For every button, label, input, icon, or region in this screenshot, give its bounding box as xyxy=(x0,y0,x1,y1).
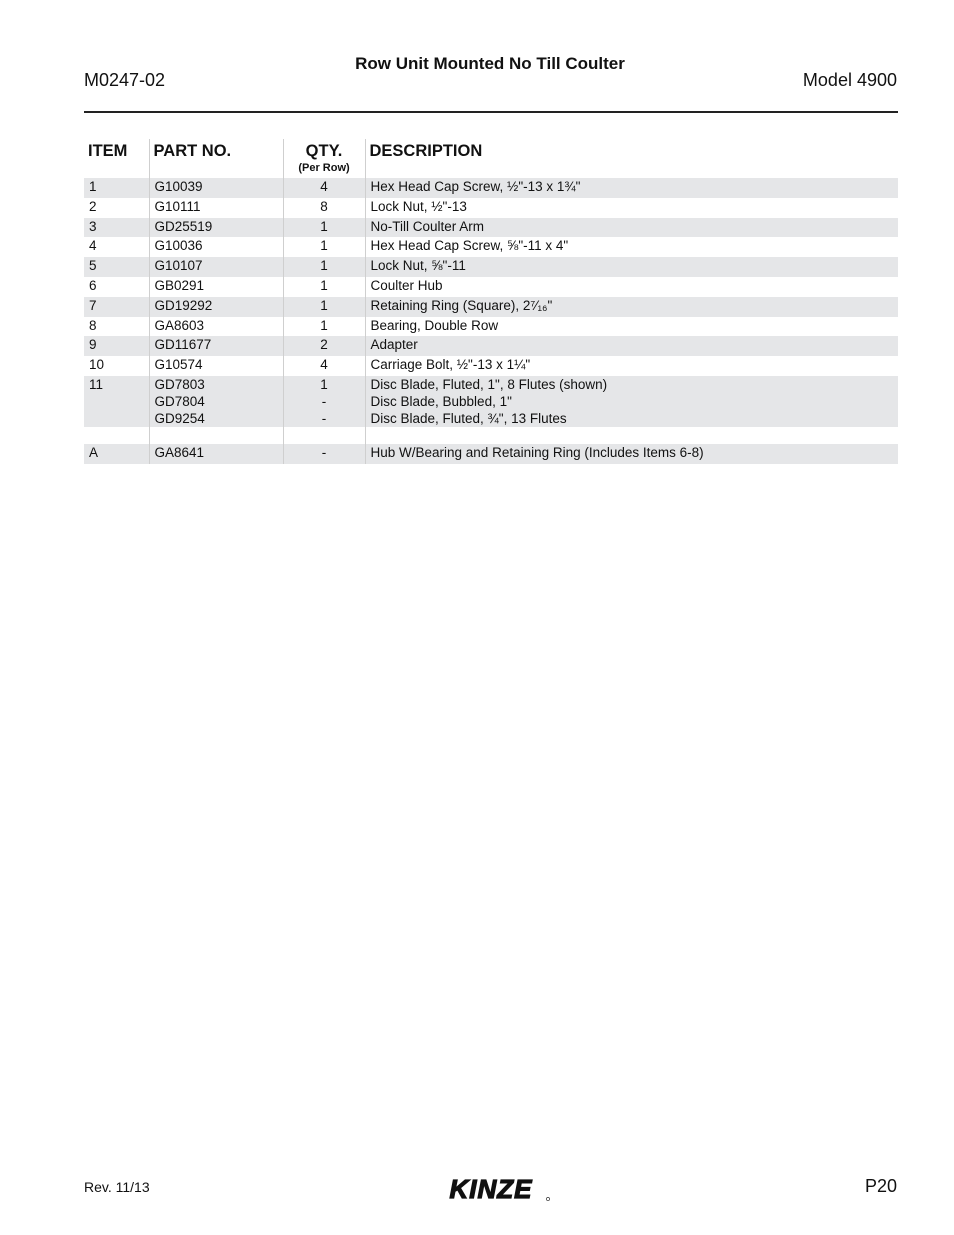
spacer-row xyxy=(84,427,898,444)
table-row xyxy=(84,178,898,198)
revision-date: Rev. 11/13 xyxy=(84,1179,150,1195)
description-line: Coulter Hub xyxy=(370,277,443,293)
part-number-line: GD9254 xyxy=(154,410,205,426)
item-cell: 2 xyxy=(89,198,97,214)
item-cell: 1 xyxy=(84,178,149,198)
quantity-line: 8 xyxy=(320,198,328,214)
description-line: Disc Blade, Fluted, ¾", 13 Flutes xyxy=(370,410,567,426)
table-row xyxy=(84,317,898,337)
quantity-line: 1 xyxy=(320,238,328,254)
quantity-cell xyxy=(283,336,365,356)
quantity-line: 1 xyxy=(320,277,328,293)
description-cell xyxy=(365,257,898,277)
document-number: M0247-02 xyxy=(84,70,166,90)
description-cell xyxy=(365,376,898,427)
quantity-line: - xyxy=(321,393,327,409)
column-header-part-no: PART NO. xyxy=(149,139,283,178)
description-line: Adapter xyxy=(370,337,418,353)
item-cell: A xyxy=(84,444,149,464)
quantity-cell xyxy=(283,376,365,427)
part-number-line: G10107 xyxy=(154,258,203,274)
quantity-cell xyxy=(283,218,365,238)
page-number: P20 xyxy=(864,1176,897,1196)
description-line: Carriage Bolt, ½"-13 x 1¼" xyxy=(370,357,531,373)
kinze-logo-wordmark: KINZE xyxy=(449,1175,533,1204)
item-cell: 5 xyxy=(84,257,149,277)
item-cell: 7 xyxy=(84,297,149,317)
quantity-cell xyxy=(283,356,365,376)
table-row xyxy=(84,257,898,277)
part-number-cell xyxy=(149,178,283,198)
description-cell xyxy=(365,277,898,297)
description-cell xyxy=(365,237,898,257)
description-line: Lock Nut, ½"-13 xyxy=(370,198,467,214)
part-number-cell xyxy=(149,198,283,218)
table-row xyxy=(84,376,898,427)
description-cell xyxy=(365,178,898,198)
spacer-cell xyxy=(84,427,149,444)
part-number-cell xyxy=(149,297,283,317)
quantity-line: - xyxy=(321,410,327,426)
quantity-line: 4 xyxy=(320,357,328,373)
part-number-line: GD25519 xyxy=(154,218,213,234)
description-cell xyxy=(365,444,898,464)
description-line: Bearing, Double Row xyxy=(370,317,499,333)
item-cell: 9 xyxy=(84,336,149,356)
column-header-qty xyxy=(283,139,365,178)
quantity-cell xyxy=(283,317,365,337)
quantity-line: 1 xyxy=(320,297,328,313)
column-header-item: ITEM xyxy=(88,142,128,160)
description-line: Disc Blade, Fluted, 1", 8 Flutes (shown) xyxy=(370,376,608,392)
description-cell xyxy=(365,317,898,337)
registered-mark xyxy=(546,1197,549,1200)
quantity-cell xyxy=(283,297,365,317)
table-row xyxy=(84,218,898,238)
part-number-line: GD11677 xyxy=(154,337,212,353)
qty-header-label: QTY. xyxy=(305,142,343,160)
model-label: Model 4900 xyxy=(802,70,897,90)
spacer-cell xyxy=(365,427,898,444)
part-number-line: G10036 xyxy=(154,238,203,254)
description-line: Disc Blade, Bubbled, 1" xyxy=(370,393,512,409)
part-number-line: G10574 xyxy=(154,357,203,373)
column-header-description: DESCRIPTION xyxy=(365,139,898,178)
part-number-cell xyxy=(149,237,283,257)
quantity-cell xyxy=(283,198,365,218)
spacer-cell xyxy=(283,427,365,444)
table-row xyxy=(84,237,898,257)
description-cell xyxy=(365,297,898,317)
part-number-cell xyxy=(149,376,283,427)
quantity-line: 1 xyxy=(320,376,328,392)
part-number-cell xyxy=(149,336,283,356)
description-cell xyxy=(365,198,898,218)
description-cell xyxy=(365,336,898,356)
quantity-line: 1 xyxy=(320,258,328,274)
header-divider xyxy=(84,111,898,113)
description-cell xyxy=(365,218,898,238)
part-number-line: GD19292 xyxy=(154,297,213,313)
parts-table-header xyxy=(84,139,898,178)
part-number-line: GD7803 xyxy=(154,376,205,392)
part-number-line: GA8641 xyxy=(154,444,205,460)
description-line: No-Till Coulter Arm xyxy=(370,218,485,234)
table-row xyxy=(84,356,898,376)
description-cell xyxy=(365,356,898,376)
item-cell: 10 xyxy=(89,357,105,373)
quantity-cell xyxy=(283,444,365,464)
parts-table-body xyxy=(84,178,898,464)
table-row xyxy=(84,297,898,317)
quantity-line: - xyxy=(321,444,327,460)
table-row xyxy=(84,444,898,464)
part-number-line: G10039 xyxy=(154,179,203,194)
table-row xyxy=(84,198,898,218)
part-number-line: GD7804 xyxy=(154,393,205,409)
spacer-cell xyxy=(149,427,283,444)
parts-table xyxy=(84,139,898,464)
quantity-cell xyxy=(283,257,365,277)
quantity-line: 1 xyxy=(320,218,328,234)
table-row xyxy=(84,277,898,297)
quantity-line: 1 xyxy=(320,317,328,333)
part-number-line: G10111 xyxy=(154,198,201,214)
quantity-cell xyxy=(283,277,365,297)
kinze-logo xyxy=(430,1175,552,1205)
quantity-line: 2 xyxy=(320,337,328,353)
qty-header-sublabel: (Per Row) xyxy=(298,162,350,174)
part-number-cell xyxy=(149,257,283,277)
quantity-cell xyxy=(283,178,365,198)
part-number-line: GB0291 xyxy=(154,277,205,293)
quantity-line: 4 xyxy=(320,179,328,194)
table-row xyxy=(84,336,898,356)
item-cell: 3 xyxy=(84,218,149,238)
quantity-cell xyxy=(283,237,365,257)
part-number-cell xyxy=(149,218,283,238)
item-cell: 11 xyxy=(84,376,149,427)
description-line: Hub W/Bearing and Retaining Ring (Includes Items 6-8) xyxy=(370,444,704,460)
description-line: Hex Head Cap Screw, ⅝"-11 x 4" xyxy=(370,238,569,254)
part-number-line: GA8603 xyxy=(154,317,205,333)
item-cell: 4 xyxy=(89,238,97,254)
description-line: Retaining Ring (Square), 2⁷⁄₁₆" xyxy=(370,297,553,313)
description-line: Lock Nut, ⅝"-11 xyxy=(370,258,466,274)
part-number-cell xyxy=(149,356,283,376)
page-title: Row Unit Mounted No Till Coulter xyxy=(355,54,625,73)
part-number-cell xyxy=(149,317,283,337)
description-line: Hex Head Cap Screw, ½"-13 x 1¾" xyxy=(370,179,581,194)
item-cell: 8 xyxy=(89,317,97,333)
part-number-cell xyxy=(149,444,283,464)
part-number-cell xyxy=(149,277,283,297)
item-cell: 6 xyxy=(89,277,97,293)
